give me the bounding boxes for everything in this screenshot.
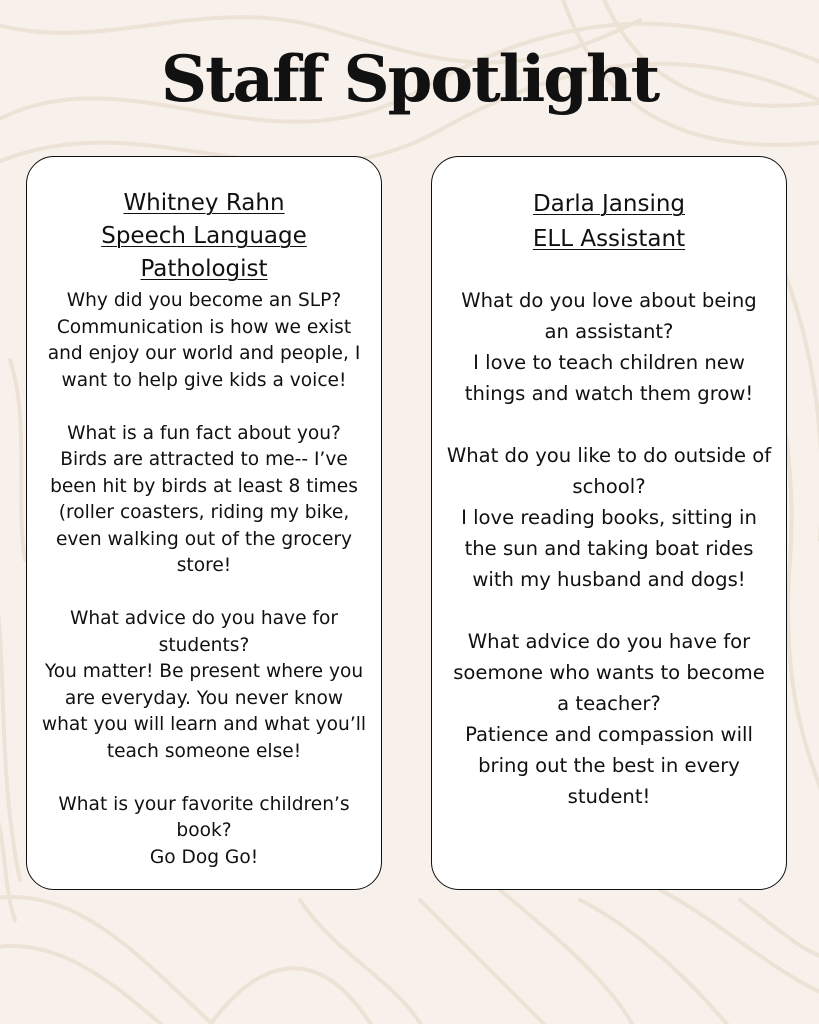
staff-card-darla	[431, 156, 787, 890]
staff-name: Whitney Rahn	[123, 190, 285, 216]
staff-role-line: Speech Language	[101, 223, 307, 249]
qa-item	[432, 440, 786, 595]
qa-item	[432, 626, 786, 812]
answer-text: Birds are attracted to me-- I’ve been hit by birds at least 8 times (roller coasters, riding my bike, even walking out of the grocery store!	[50, 449, 358, 576]
answer-text: Patience and compassion will bring out the best in every student!	[465, 723, 753, 808]
qa-item	[27, 792, 381, 872]
question-text: Why did you become an SLP?	[66, 290, 342, 311]
qa-list	[27, 288, 381, 871]
question-text: What is your favorite children’s book?	[58, 793, 350, 841]
question-text: What advice do you have for soemone who wants to become a teacher?	[453, 630, 765, 715]
answer-text: You matter! Be present where you are everyday. You never know what you will learn and what you’ll teach someone else!	[41, 661, 367, 762]
qa-item	[27, 421, 381, 580]
qa-item	[432, 285, 786, 409]
staff-role-line: ELL Assistant	[532, 226, 686, 252]
qa-list	[432, 285, 786, 812]
staff-name: Darla Jansing	[532, 191, 686, 217]
staff-heading	[27, 187, 381, 286]
qa-item	[27, 288, 381, 394]
question-text: What is a fun fact about you?	[67, 422, 341, 444]
qa-item	[27, 606, 381, 765]
answer-text: Go Dog Go!	[149, 846, 259, 868]
staff-role-line: Pathologist	[140, 256, 268, 282]
question-text: What do you love about being an assistant?	[461, 289, 757, 343]
staff-card-whitney	[26, 156, 382, 890]
staff-heading	[432, 187, 786, 257]
question-text: What advice do you have for students?	[70, 608, 338, 656]
question-text: What do you like to do outside of school?	[446, 444, 772, 498]
answer-text: Communication is how we exist and enjoy our world and people, I want to help give kids a voice!	[47, 316, 361, 391]
answer-text: I love to teach children new things and watch them grow!	[464, 351, 754, 405]
answer-text: I love reading books, sitting in the sun and taking boat rides with my husband and dogs!	[461, 506, 757, 591]
page-title: Staff Spotlight	[160, 42, 659, 117]
